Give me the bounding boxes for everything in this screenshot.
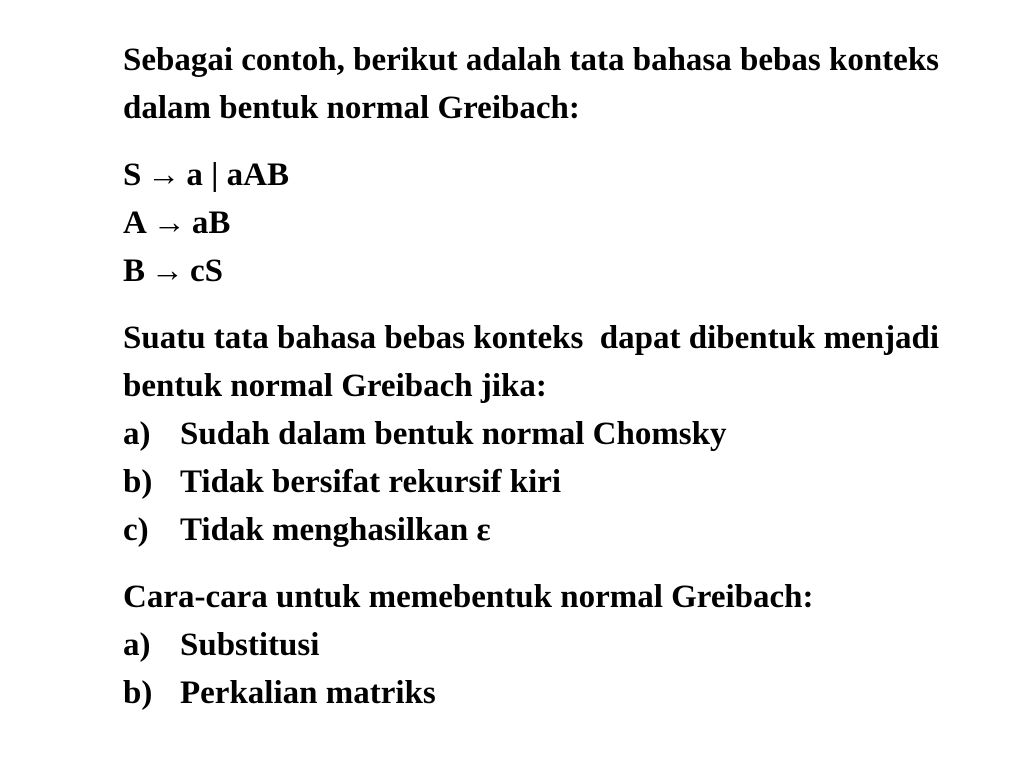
rule-lhs: S [123,157,142,193]
spacer [123,295,993,314]
arrow-icon: → [152,205,186,241]
rule-rhs: cS [190,253,224,289]
rule-rhs: aB [191,205,231,241]
conditions-intro: Suatu tata bahasa bebas konteks dapat dibentuk menjadi bentuk normal Greibach jika: [123,320,948,404]
list-marker: b) [123,675,153,711]
slide-content [123,36,993,717]
list-item [123,621,993,669]
rule-rhs: a | aAB [186,157,289,193]
intro-paragraph: Sebagai contoh, berikut adalah tata bahasa bebas konteks dalam bentuk normal Greibach: [123,42,940,126]
grammar-rules [123,151,993,295]
spacer [123,132,993,151]
list-marker: a) [123,627,151,663]
rule-lhs: B [123,253,146,289]
grammar-rule [123,247,993,295]
arrow-icon: → [147,157,181,193]
grammar-rule [123,151,993,199]
list-item-text: Sudah dalam bentuk normal Chomsky [180,416,727,452]
spacer [123,554,993,573]
list-marker: b) [123,464,153,500]
list-item [123,669,993,717]
list-item [123,458,993,506]
rule-lhs: A [123,205,147,241]
list-item-text: Tidak bersifat rekursif kiri [180,464,562,500]
methods-intro: Cara-cara untuk memebentuk normal Greibach: [123,579,814,615]
list-item-text: Tidak menghasilkan ε [180,512,491,548]
conditions-list [123,410,993,554]
methods-list [123,621,993,717]
list-item-text: Perkalian matriks [180,675,436,711]
list-item [123,410,993,458]
list-item-text: Substitusi [180,627,320,663]
grammar-rule [123,199,993,247]
arrow-icon: → [151,253,185,289]
list-marker: c) [123,512,149,548]
list-item [123,506,993,554]
list-marker: a) [123,416,151,452]
